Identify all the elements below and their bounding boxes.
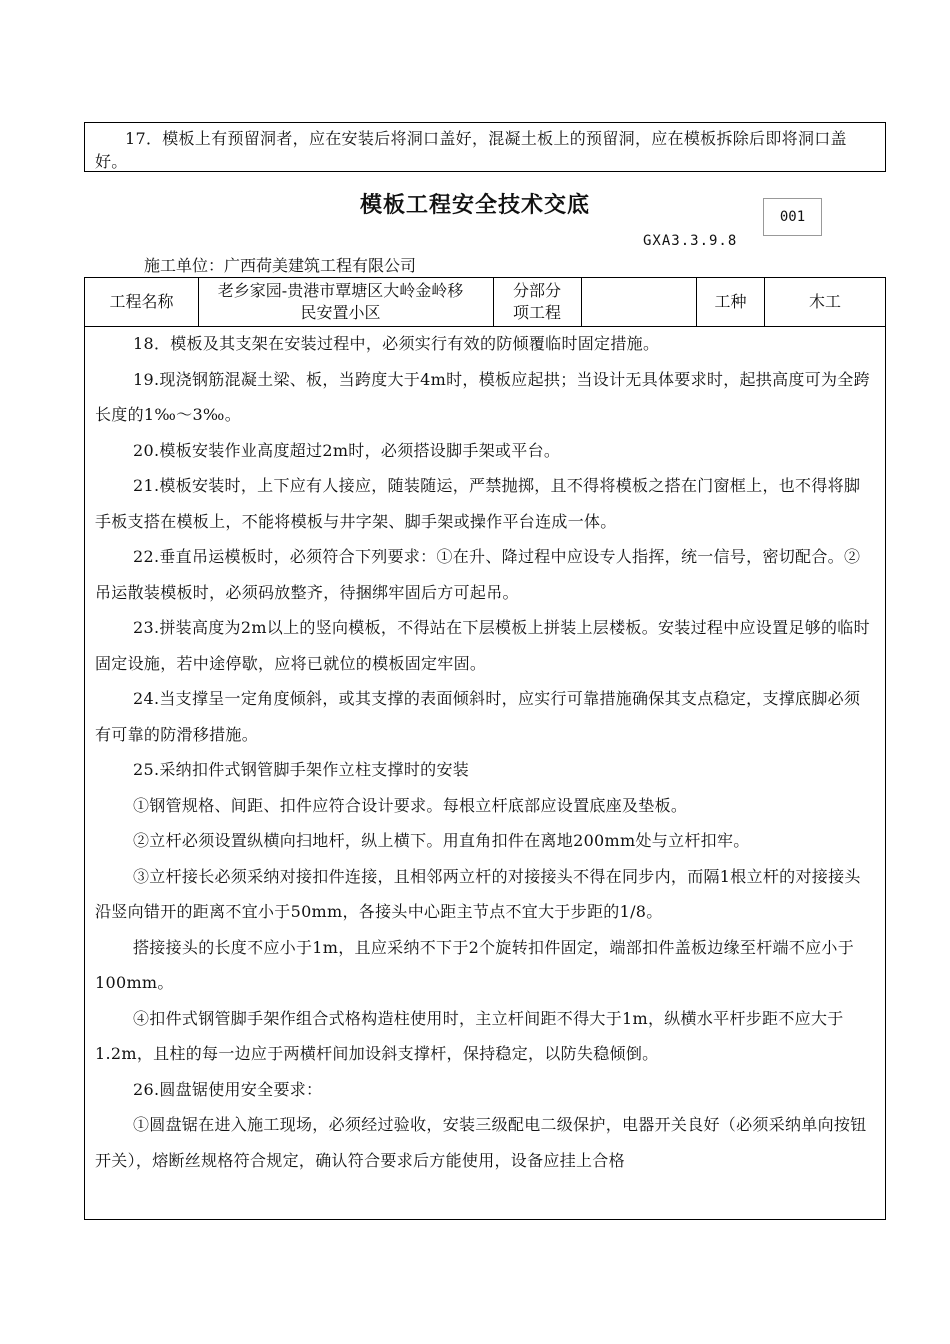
paragraph: ①钢管规格、间距、扣件应符合设计要求。每根立杆底部应设置底座及垫板。 bbox=[133, 795, 688, 815]
paragraph: 26.圆盘锯使用安全要求： bbox=[133, 1079, 323, 1099]
construction-unit-value: 广西荷美建筑工程有限公司 bbox=[224, 256, 417, 275]
disclosure-table bbox=[84, 277, 886, 1220]
trade-value: 木工 bbox=[808, 292, 841, 311]
form-code: GXA3.3.9.8 bbox=[643, 233, 738, 249]
paragraph: 23.拼装高度为2m以上的竖向模板，不得站在下层模板上拼装上层楼板。安装过程中应设置足够的临时固定设施，若中途停歇，应将已就位的模板固定牢固。 bbox=[95, 618, 870, 673]
paragraph: 25.采纳扣件式钢管脚手架作立柱支撑时的安装 bbox=[133, 760, 470, 779]
document-number: 001 bbox=[763, 198, 822, 236]
construction-unit bbox=[144, 253, 416, 276]
paragraph: 20.模板安装作业高度超过2m时，必须搭设脚手架或平台。 bbox=[133, 440, 561, 460]
document-title: 模板工程安全技术交底 bbox=[359, 192, 590, 218]
table-header-row bbox=[85, 278, 885, 327]
paragraph: 19.现浇钢筋混凝土梁、板，当跨度大于4m时，模板应起拱；当设计无具体要求时，起拱高度可为全跨长度的1‰～3‰。 bbox=[95, 369, 870, 424]
sub-project-label: 分部分项工程 bbox=[512, 281, 561, 322]
paragraph: 21.模板安装时，上下应有人接应，随装随运，严禁抛掷，且不得将模板之搭在门窗框上，也不得将脚手板支搭在模板上，不能将模板与井字架、脚手架或操作平台连成一体。 bbox=[95, 476, 861, 531]
paragraph: 18．模板及其支架在安装过程中，必须实行有效的防倾覆临时固定措施。 bbox=[133, 334, 660, 353]
construction-unit-label: 施工单位： bbox=[144, 256, 225, 275]
disclosure-content bbox=[85, 326, 885, 1178]
project-name-value: 老乡家园-贵港市覃塘区大岭金岭移民安置小区 bbox=[217, 281, 464, 322]
paragraph: ④扣件式钢管脚手架作组合式格构造柱使用时，主立杆间距不得大于1m，纵横水平杆步距不应大于1.2m，且柱的每一边应于两横杆间加设斜支撑杆，保持稳定，以防失稳倾倒。 bbox=[95, 1008, 844, 1063]
previous-item-box bbox=[84, 122, 886, 172]
project-name-label: 工程名称 bbox=[109, 292, 174, 311]
paragraph: ①圆盘锯在进入施工现场，必须经过验收，安装三级配电二级保护，电器开关良好（必须采纳单向按钮开关），熔断丝规格符合规定，确认符合要求后方能使用，设备应挂上合格 bbox=[95, 1115, 867, 1170]
paragraph: ②立杆必须设置纵横向扫地杆，纵上横下。用直角扣件在离地200mm处与立杆扣牢。 bbox=[133, 831, 750, 850]
paragraph: 22.垂直吊运模板时，必须符合下列要求：①在升、降过程中应设专人指挥，统一信号，密切配合。②吊运散装模板时，必须码放整齐，待捆绑牢固后方可起吊。 bbox=[95, 547, 861, 602]
paragraph: 24.当支撑呈一定角度倾斜，或其支撑的表面倾斜时，应实行可靠措施确保其支点稳定，支撑底脚必须有可靠的防滑移措施。 bbox=[95, 689, 861, 744]
paragraph: ③立杆接长必须采纳对接扣件连接，且相邻两立杆的对接接头不得在同步内，而隔1根立杆的对接接头沿竖向错开的距离不宜小于50mm，各接头中心距主节点不宜大于步距的1/8。 bbox=[95, 866, 861, 921]
trade-label: 工种 bbox=[714, 292, 747, 311]
paragraph: 搭接接头的长度不应小于1m，且应采纳不下于2个旋转扣件固定，端部扣件盖板边缘至杆端不应小于100mm。 bbox=[95, 937, 855, 992]
sub-project-value bbox=[582, 278, 696, 326]
previous-item-text: 17．模板上有预留洞者，应在安装后将洞口盖好，混凝土板上的预留洞，应在模板拆除后即将洞口盖好。 bbox=[95, 129, 847, 171]
